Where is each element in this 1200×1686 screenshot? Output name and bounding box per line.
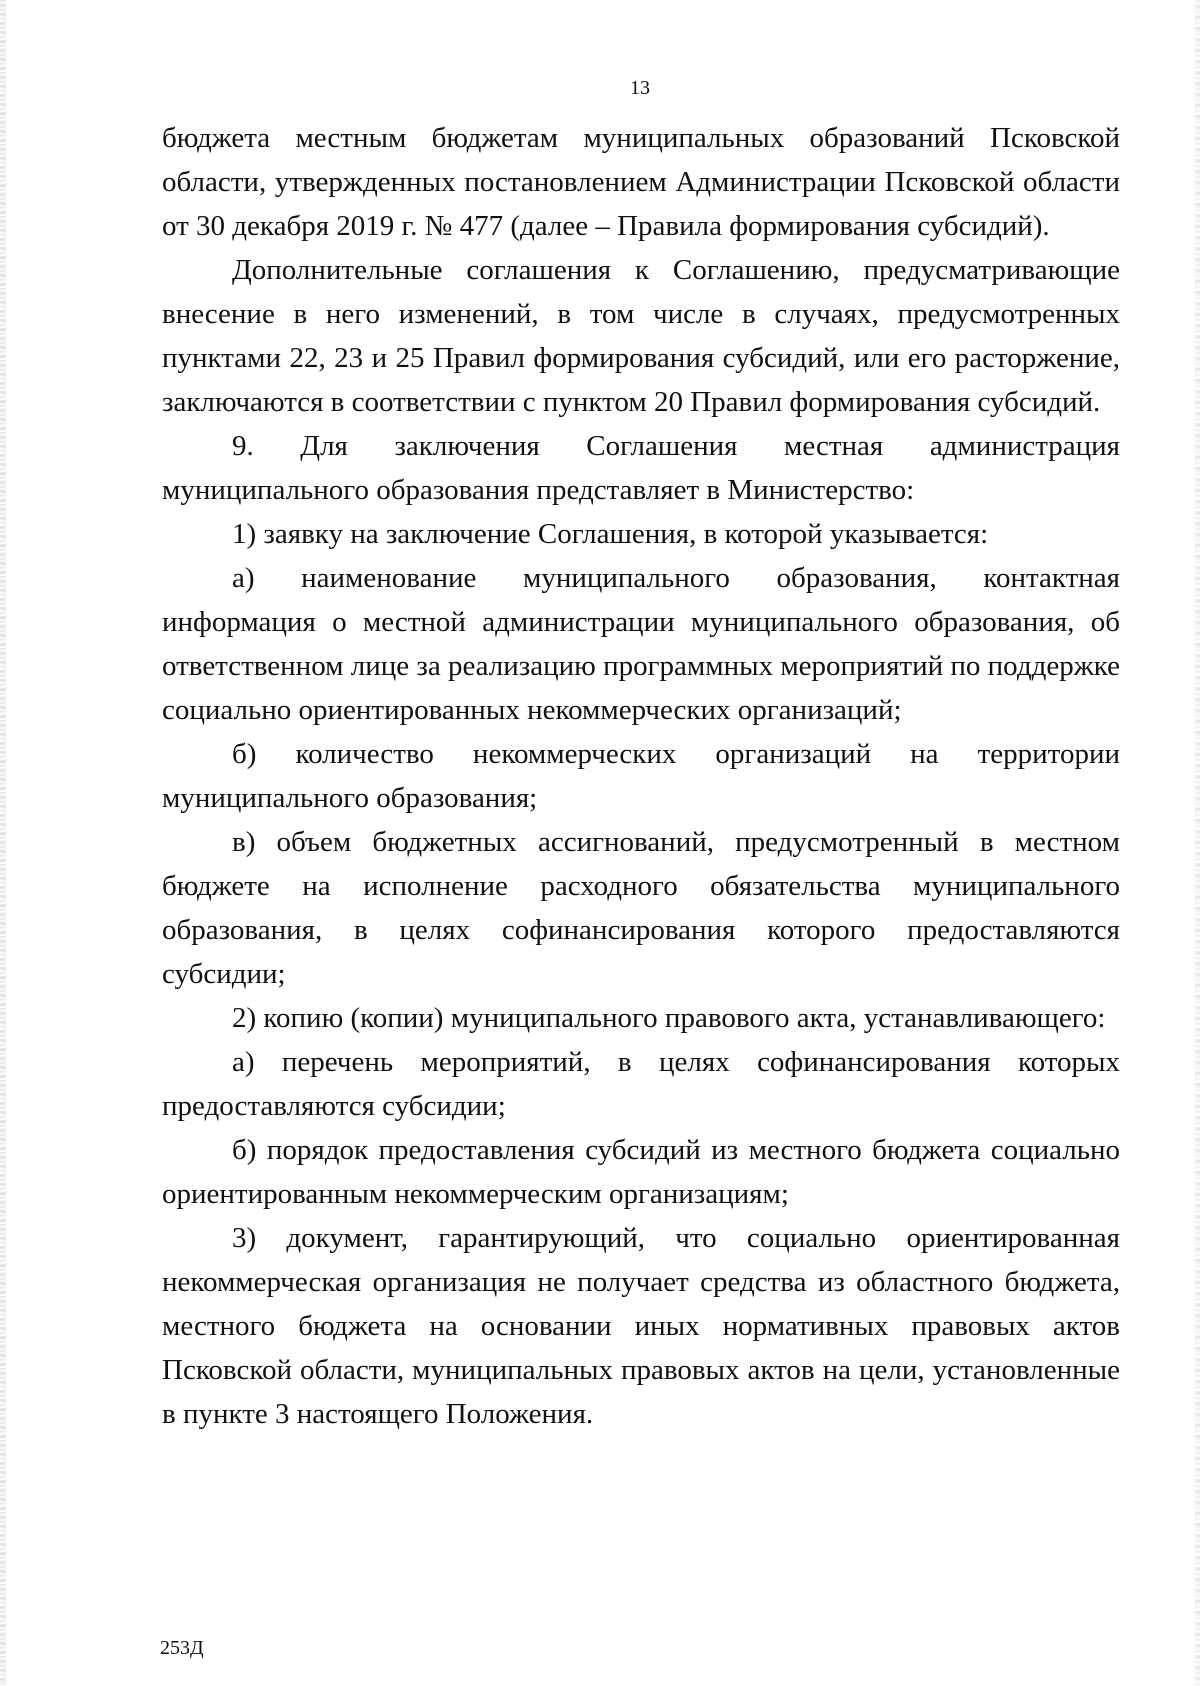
scan-edge-right (1195, 0, 1200, 1686)
scan-edge-left (0, 0, 6, 1686)
paragraph-subitem-v: в) объем бюджетных ассигнований, предусмотренный в местном бюджете на исполнение расходного обязательства муниципального образования, в целях софинансирования которого предоставляются субсидии; (162, 826, 1120, 990)
paragraph-item-9: 9. Для заключения Соглашения местная администрация муниципального образования представляет в Министерство: (162, 430, 1120, 506)
paragraph-subitem-a: а) наименование муниципального образования, контактная информация о местной администрации муниципального образования, об ответственном лице за реализацию программных мероприятий по поддержке социально ориентированных некоммерческих организаций; (162, 562, 1120, 726)
paragraph-subitem-b: б) количество некоммерческих организаций на территории муниципального образования; (162, 738, 1120, 814)
footer-document-code: 253Д (160, 1637, 204, 1659)
paragraph-item-3: 3) документ, гарантирующий, что социально ориентированная некоммерческая организация не получает средства из областного бюджета, местного бюджета на основании иных нормативных правовых актов Псковской области, муниципальных правовых актов на цели, установленные в пункте 3 настоящего Положения. (162, 1222, 1120, 1430)
document-body (162, 116, 1120, 1436)
paragraph-item-2-a: а) перечень мероприятий, в целях софинансирования которых предоставляются субсидии; (162, 1046, 1120, 1122)
paragraph-additional-agreements: Дополнительные соглашения к Соглашению, предусматривающие внесение в него изменений, в том числе в случаях, предусмотренных пунктами 22, 23 и 25 Правил формирования субсидий, или его расторжение, заключаются в соответствии с пунктом 20 Правил формирования субсидий. (162, 254, 1120, 418)
paragraph-item-2: 2) копию (копии) муниципального правового акта, устанавливающего: (232, 1002, 1106, 1034)
paragraph-item-1: 1) заявку на заключение Соглашения, в которой указывается: (232, 518, 989, 550)
paragraph-continuation: бюджета местным бюджетам муниципальных образований Псковской области, утвержденных постановлением Администрации Псковской области от 30 декабря 2019 г. № 477 (далее – Правила формирования субсидий). (162, 122, 1120, 242)
paragraph-item-2-b: б) порядок предоставления субсидий из местного бюджета социально ориентированным некоммерческим организациям; (162, 1134, 1120, 1210)
page-number: 13 (630, 77, 650, 99)
